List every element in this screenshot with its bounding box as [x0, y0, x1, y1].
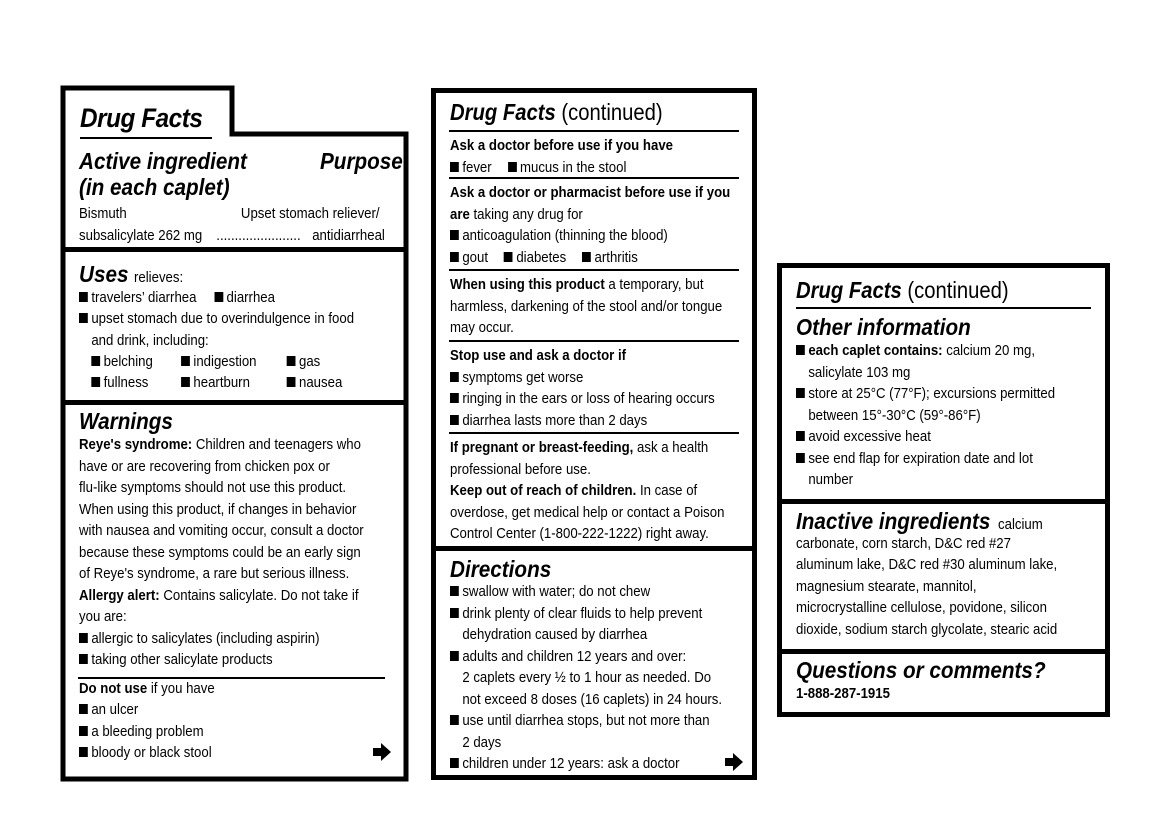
uses-heading: Uses — [79, 261, 129, 287]
bullet-square-icon — [91, 377, 100, 387]
phone-number: 1-888-287-1915 — [796, 685, 890, 702]
bullet-square-icon — [450, 651, 459, 661]
list-item: an ulcer — [79, 701, 138, 718]
list-item: arthritis — [582, 249, 638, 266]
bullet-square-icon — [287, 377, 296, 387]
ingredient-amount: subsalicylate 262 mg — [79, 226, 203, 244]
panel-3-title: Drug Facts (continued) — [796, 277, 1009, 303]
bullet-square-icon — [450, 230, 459, 240]
other-information-section: Other information each caplet contains: calcium 20 mg, salicylate 103 mg store at 25°C (77°F); excursions permitted between 15°-30°C (59°-86°F) avoid excessive heat see end flap for expiration date and lot number — [796, 314, 1116, 491]
bullet-square-icon — [181, 356, 190, 366]
bullet-square-icon — [450, 715, 459, 725]
uses-sub-list: belching indigestion gas fullness heartburn nausea — [79, 351, 396, 394]
bullet-square-icon — [79, 633, 88, 643]
list-item: allergic to salicylates (including aspirin) — [79, 630, 319, 647]
warnings-heading: Warnings — [79, 408, 173, 434]
inactive-ingredients-section: Inactive ingredientscalcium carbonate, corn starch, D&C red #27 aluminum lake, D&C red #30 aluminum lake, magnesium stearate, mannitol, microcrystalline cellulose, povidone, silicon dioxide, sodium starch glycolate, stearic acid — [796, 508, 1058, 638]
list-item: adults and children 12 years and over: — [450, 648, 686, 665]
list-item: swallow with water; do not chew — [450, 583, 650, 600]
bullet-square-icon — [508, 162, 517, 172]
bullet-square-icon — [79, 747, 88, 757]
list-item: diarrhea lasts more than 2 days — [450, 412, 647, 429]
directions-heading: Directions — [450, 556, 552, 582]
list-item: children under 12 years: ask a doctor — [450, 755, 680, 772]
list-item: drink plenty of clear fluids to help prevent — [450, 605, 702, 622]
list-item: fever — [450, 159, 492, 176]
list-item: diabetes — [504, 249, 566, 266]
questions-heading: Questions or comments? — [796, 657, 1046, 683]
bullet-square-icon — [450, 415, 459, 425]
list-item: gout — [450, 249, 488, 266]
bullet-square-icon — [214, 292, 223, 302]
ingredient-name: Bismuth — [79, 205, 127, 222]
purpose-line-1: Upset stomach reliever/ — [240, 205, 380, 222]
panel-1-title: Drug Facts — [80, 103, 203, 133]
bullet-square-icon — [450, 758, 459, 768]
active-ingredient-row — [79, 203, 387, 246]
purpose-heading: Purpose — [320, 148, 403, 174]
bullet-square-icon — [79, 292, 88, 302]
list-item: use until diarrhea stops, but not more than — [450, 712, 710, 729]
ask-doctor-section: Ask a doctor before use if you have fever mucus in the stool — [450, 137, 673, 176]
use-item: upset stomach due to overindulgence in food — [79, 310, 354, 327]
bullet-square-icon — [79, 726, 88, 736]
warnings-section — [79, 408, 399, 764]
bullet-square-icon — [450, 252, 459, 262]
bullet-square-icon — [582, 252, 591, 262]
bullet-square-icon — [450, 372, 459, 382]
bullet-square-icon — [79, 704, 88, 714]
list-item: mucus in the stool — [508, 159, 627, 176]
questions-section — [796, 657, 1116, 705]
bullet-square-icon — [450, 162, 459, 172]
list-item: avoid excessive heat — [796, 428, 931, 445]
bullet-square-icon — [504, 252, 513, 262]
continue-arrow-icon — [372, 743, 392, 761]
use-item: diarrhea — [214, 289, 275, 306]
ask-pharmacist-section: Ask a doctor or pharmacist before use if you are taking any drug for anticoagulation (thinning the blood) gout diabetes arthritis — [450, 184, 731, 266]
do-not-use-section: Do not use if you have an ulcer a bleeding problem bloody or black stool — [79, 679, 215, 761]
warnings-text: Reye's syndrome: Children and teenagers who have or are recovering from chicken pox or flu-like symptoms should not use this product. When using this product, if changes in behavior with nausea and vomiting occur, consult a doctor because these symptoms could be an early sign of Reye's syndrome, a rare but serious illness. Allergy alert: Contains salicylate. Do not take if you are: allergic to salicylates (including aspirin) taking other salicylate products — [79, 436, 364, 668]
panel-2-title: Drug Facts (continued) — [450, 99, 663, 125]
dot-leader: ....................... — [216, 226, 301, 244]
bullet-square-icon — [796, 431, 805, 441]
bullet-square-icon — [181, 377, 190, 387]
uses-section: Uses relieves: travelers’ diarrhea diarrhea upset stomach due to overindulgence in food and drink, including: belching indigestion gas fullness heartburn nausea — [79, 261, 399, 394]
bullet-square-icon — [450, 608, 459, 618]
use-item: travelers’ diarrhea — [79, 289, 196, 306]
directions-section: Directions swallow with water; do not chew drink plenty of clear fluids to help prevent dehydration caused by diarrhea adults and children 12 years and over: 2 caplets every ½ to 1 hour as needed. Do not exceed 8 doses (16 caplets) in 24 hours. use until diarrhea stops, but not more than 2 days children under 12 years: ask a doctor — [450, 556, 770, 775]
drug-facts-panel-2 — [431, 88, 757, 780]
when-using-section: When using this product a temporary, but harmless, darkening of the stool and/or tongue may occur. — [450, 276, 723, 336]
purpose-line-2: antidiarrheal — [312, 226, 385, 244]
active-ingredient-heading: Active ingredient (in each caplet) — [79, 148, 247, 200]
bullet-square-icon — [450, 586, 459, 596]
list-item: store at 25°C (77°F); excursions permitted — [796, 385, 1055, 402]
bullet-square-icon — [796, 345, 805, 355]
list-item: see end flap for expiration date and lot — [796, 450, 1033, 467]
bullet-square-icon — [796, 388, 805, 398]
drug-facts-panel-3 — [777, 263, 1110, 717]
list-item: ringing in the ears or loss of hearing occurs — [450, 390, 715, 407]
inactive-ingredients-heading: Inactive ingredients — [796, 508, 991, 534]
bullet-square-icon — [796, 453, 805, 463]
bullet-square-icon — [91, 356, 100, 366]
bullet-square-icon — [287, 356, 296, 366]
list-item: a bleeding problem — [79, 723, 204, 740]
stop-use-section: Stop use and ask a doctor if symptoms get worse ringing in the ears or loss of hearing occurs diarrhea lasts more than 2 days — [450, 347, 715, 429]
bullet-square-icon — [79, 313, 88, 323]
continue-arrow-icon — [724, 753, 744, 771]
bullet-square-icon — [79, 654, 88, 664]
list-item: symptoms get worse — [450, 369, 583, 386]
list-item: taking other salicylate products — [79, 651, 273, 668]
uses-intro: relieves: — [134, 269, 184, 286]
pregnancy-section: If pregnant or breast-feeding, ask a health professional before use. Keep out of reach of children. In case of overdose, get medical help or contact a Poison Control Center (1-800-222-1222) right away. — [450, 439, 725, 542]
list-item: bloody or black stool — [79, 744, 212, 761]
list-item: each caplet contains: calcium 20 mg, — [796, 342, 1035, 359]
list-item: anticoagulation (thinning the blood) — [450, 227, 668, 244]
other-information-heading: Other information — [796, 314, 971, 340]
bullet-square-icon — [450, 393, 459, 403]
